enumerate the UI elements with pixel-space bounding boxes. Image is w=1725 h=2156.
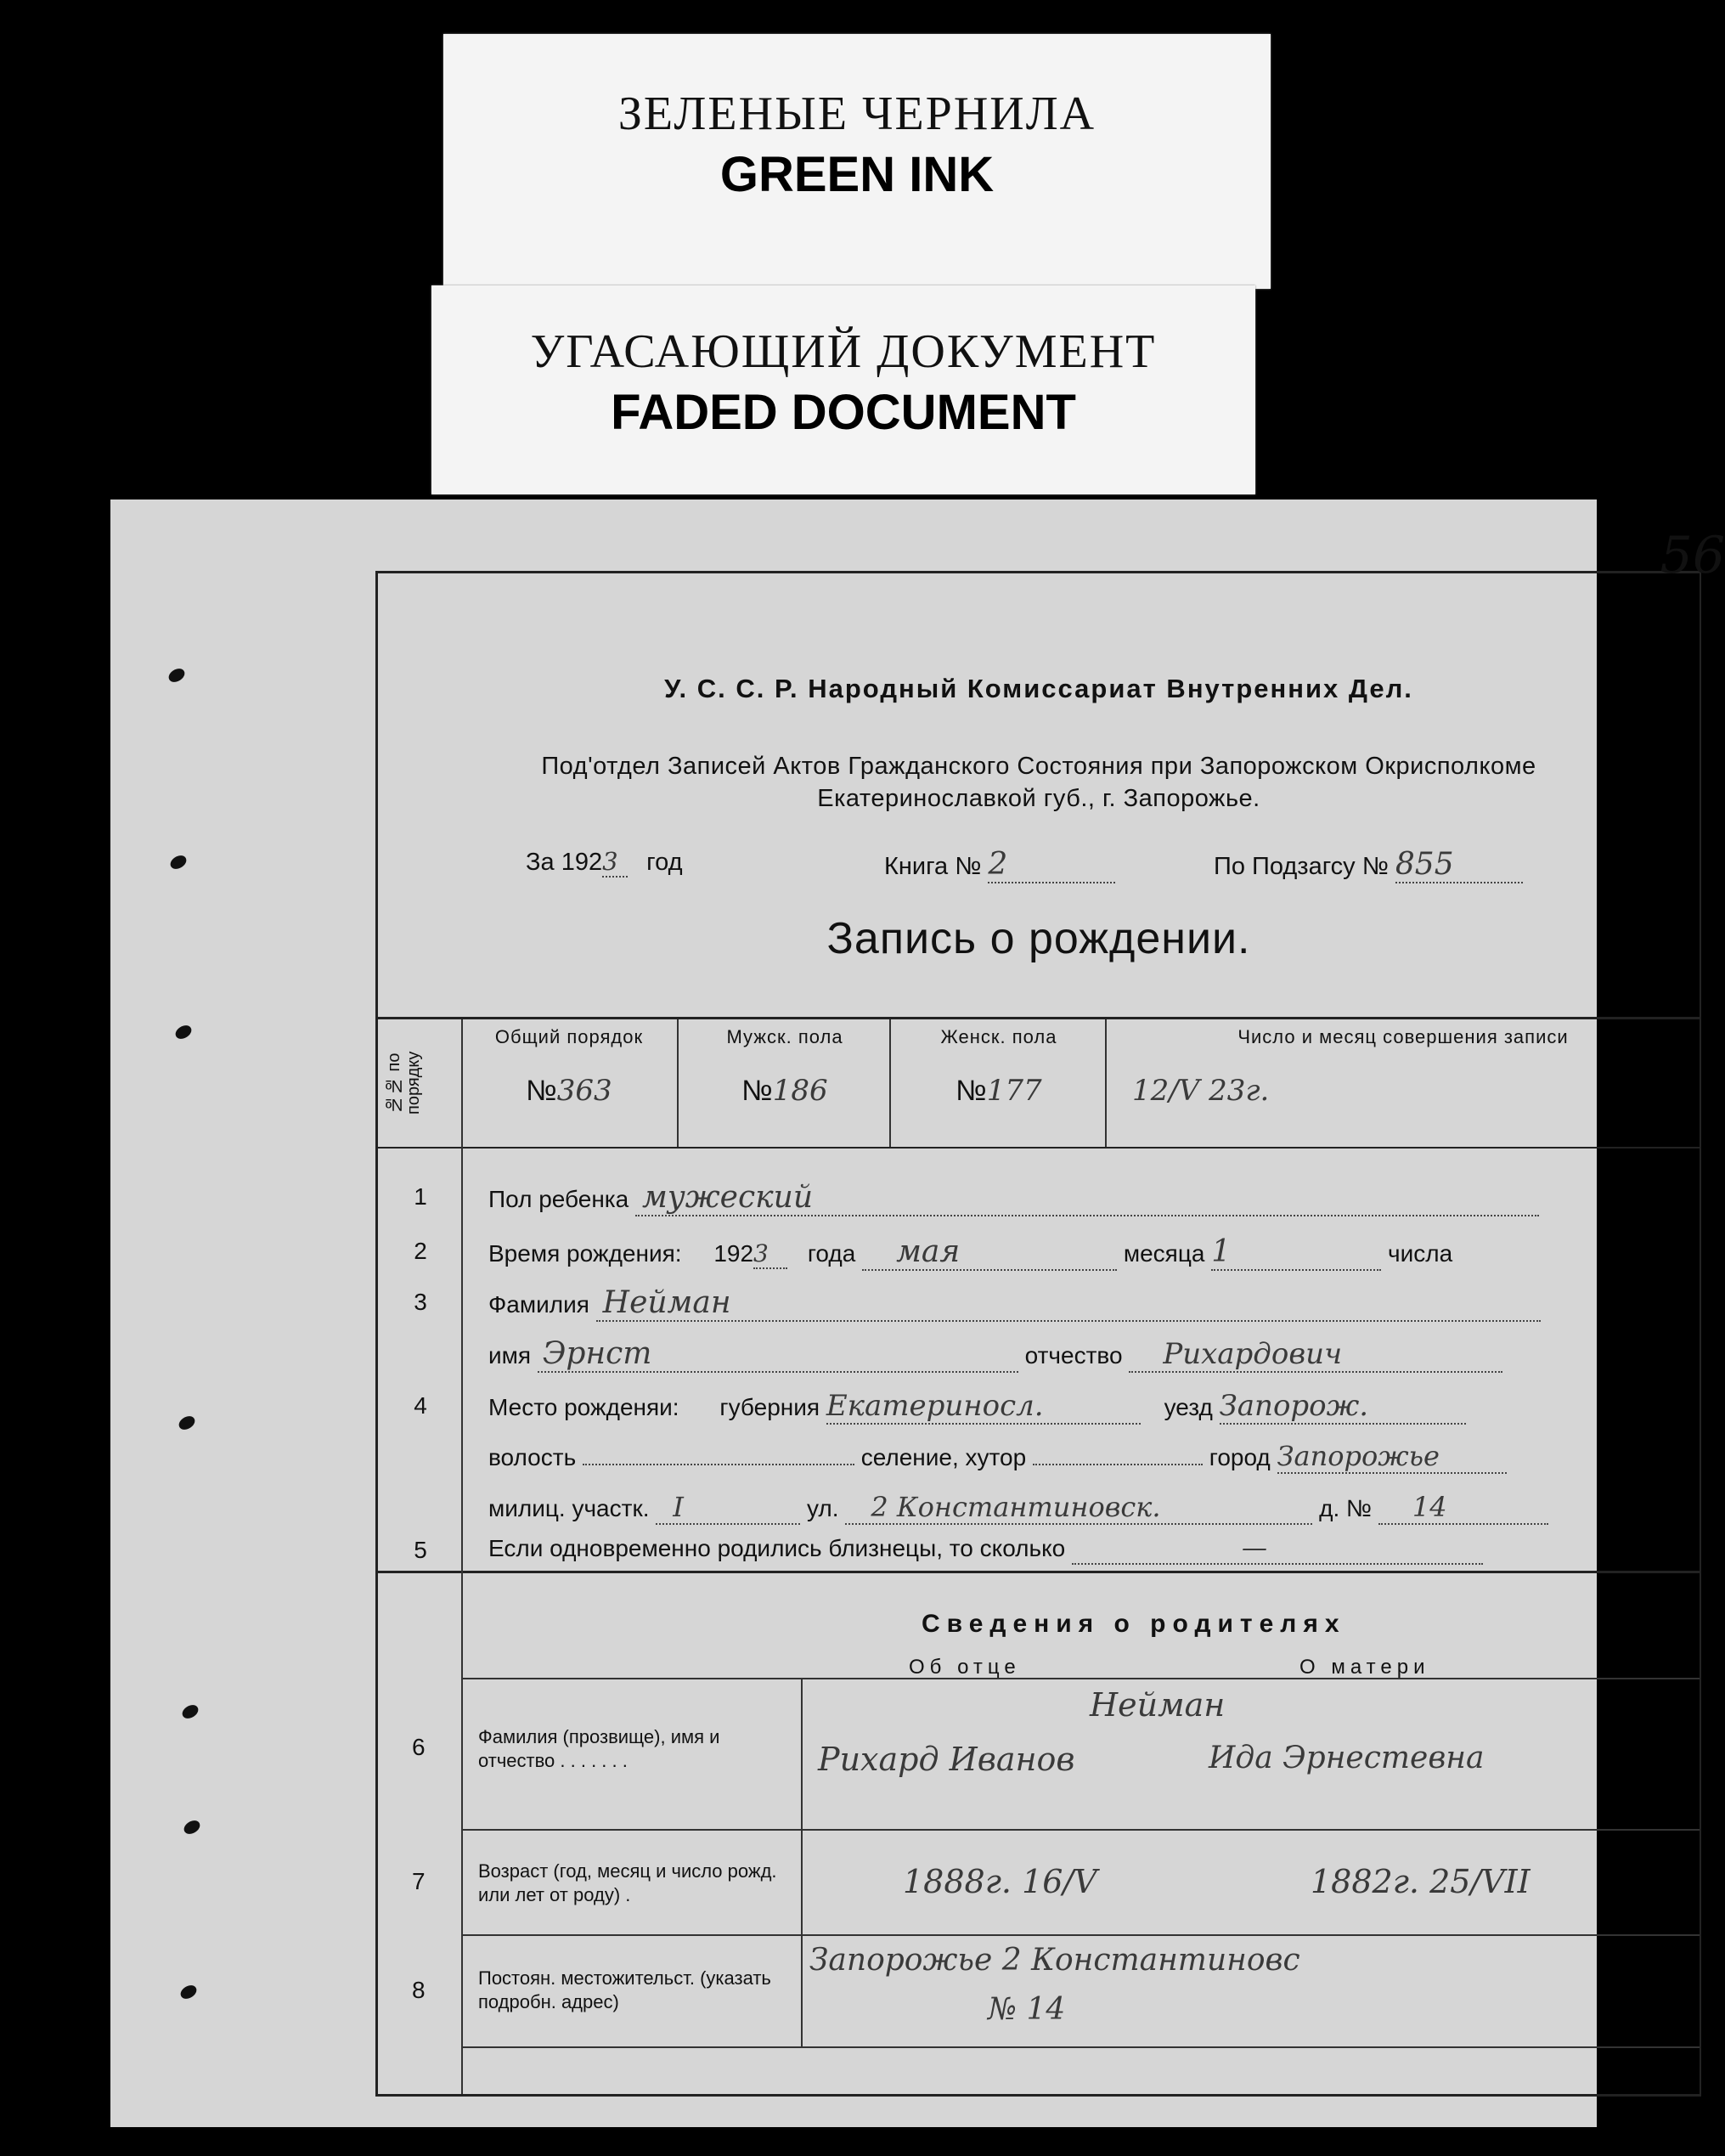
- patronymic-value: Рихардович: [1129, 1337, 1502, 1373]
- name-label: имя: [488, 1342, 532, 1369]
- address-value: Запорожье 2 Константиновс: [809, 1943, 1300, 1978]
- child-sex-row: [488, 1180, 1539, 1216]
- parents-name-label: Фамилия (прозвище), имя и отчество . . . . . . .: [478, 1726, 720, 1771]
- punch-hole: [166, 666, 187, 685]
- row-number: 5: [414, 1537, 427, 1563]
- uezd-value: Запорож.: [1220, 1389, 1466, 1425]
- green-ink-en: GREEN INK: [719, 147, 995, 202]
- punch-hole: [177, 1414, 197, 1432]
- green-ink-ru: ЗЕЛЕНЫЕ ЧЕРНИЛА: [617, 87, 1096, 140]
- female-count-value: №177: [956, 1074, 1042, 1108]
- house-value: 14: [1378, 1491, 1548, 1525]
- surname-row: [488, 1285, 1541, 1322]
- mother-header: О матери: [1299, 1656, 1430, 1679]
- subdept-field: [1214, 847, 1523, 883]
- male-count-value: №186: [741, 1074, 828, 1108]
- twins-label: Если одновременно родились близнецы, то сколько: [488, 1535, 1066, 1561]
- row-number-header: №№ по порядку: [385, 1051, 423, 1115]
- book-field: [884, 847, 1115, 883]
- address-house-value: № 14: [988, 1992, 1066, 2027]
- punch-hole: [180, 1702, 200, 1721]
- father-name-value: Рихард Иванов: [818, 1741, 1075, 1778]
- subdept-label: По Подзагсу №: [1214, 853, 1389, 880]
- general-order-label: Общий порядок: [494, 1026, 644, 1047]
- birth-time-label: Время рождения:: [488, 1240, 682, 1267]
- twins-row: [488, 1533, 1483, 1565]
- corner-page-number: 56: [1660, 526, 1725, 585]
- record-header-table: [378, 1017, 1700, 1149]
- row-number: 1: [414, 1183, 427, 1210]
- female-count-label: Женск. пола: [940, 1026, 1057, 1047]
- female-count-cell: [889, 1019, 1107, 1147]
- male-count-cell: [677, 1019, 891, 1147]
- row-number: 2: [414, 1238, 427, 1264]
- parents-title: Сведения о родителях: [922, 1610, 1346, 1638]
- gubernia-value: Екатериносл.: [826, 1389, 1141, 1425]
- row-number: 4: [414, 1392, 427, 1419]
- volost-value: [583, 1464, 854, 1465]
- record-title: Запись о рождении.: [826, 914, 1251, 963]
- parents-surname-value: Нейман: [1090, 1686, 1226, 1724]
- birth-time-row: Время рождения: 1923 года мая месяца 1 числа: [488, 1234, 1453, 1269]
- book-label: Книга №: [884, 853, 982, 880]
- patronymic-label: отчество: [1024, 1342, 1123, 1369]
- record-date-cell: [1105, 1019, 1700, 1147]
- birth-year-digit: 3: [753, 1239, 787, 1269]
- birthplace-row: Место рожденяи: губерния Екатериносл. уезд Запорож.: [488, 1389, 1466, 1425]
- header-department-line2: Екатеринославкой губ., г. Запорожье.: [817, 785, 1260, 812]
- male-count-label: Мужск. пола: [726, 1026, 843, 1047]
- street-value: 2 Константиновск.: [845, 1491, 1312, 1525]
- surname-value: Нейман: [596, 1285, 1541, 1322]
- milits-value: I: [656, 1491, 800, 1525]
- volost-row: волость селение, хутор город Запорожье: [488, 1440, 1507, 1474]
- birth-day-value: 1: [1211, 1234, 1381, 1271]
- birthplace-label: Место рожденяи:: [488, 1394, 679, 1420]
- surname-label: Фамилия: [488, 1291, 589, 1318]
- general-order-value: №363: [526, 1074, 612, 1108]
- gorod-value: Запорожье: [1277, 1440, 1507, 1474]
- mother-name-value: Ида Эрнестевна: [1209, 1741, 1485, 1775]
- father-age-value: 1888г. 16/V: [903, 1863, 1097, 1900]
- year-label: За 192: [526, 849, 603, 876]
- name-value: Эрнст: [538, 1336, 1018, 1373]
- birth-month-value: мая: [862, 1234, 1117, 1271]
- birth-record-sheet: [110, 499, 1725, 2127]
- book-value: 2: [988, 847, 1115, 883]
- year-suffix: год: [646, 849, 683, 876]
- faded-document-en: FADED DOCUMENT: [611, 385, 1076, 440]
- parents-address-label: Постоян. местожительст. (указать подробн. адрес): [478, 1967, 771, 2012]
- punch-hole: [178, 1983, 199, 2001]
- record-date-value: 12/V 23г.: [1132, 1074, 1270, 1108]
- row-number: 8: [412, 1977, 426, 2003]
- faded-document-ru: УГАСАЮЩИЙ ДОКУМЕНТ: [530, 325, 1157, 378]
- child-sex-value: мужеский: [635, 1180, 1539, 1216]
- child-info-rows: [378, 1144, 1700, 1573]
- name-row: [488, 1336, 1502, 1373]
- address-row: милиц. участк. I ул. 2 Константиновск. д. № 14: [488, 1491, 1548, 1525]
- parents-age-label: Возраст (год, месяц и число рожд. или лет от роду) .: [478, 1860, 777, 1905]
- header-ministry: У. С. С. Р. Народный Комиссариат Внутренних Дел.: [664, 674, 1413, 703]
- header-department-line1: Под'отдел Записей Актов Гражданского Состояния при Запорожском Окрисполкоме: [541, 753, 1536, 780]
- selenie-value: [1033, 1464, 1203, 1465]
- subdept-value: 855: [1395, 847, 1523, 883]
- row-number: 6: [412, 1734, 426, 1760]
- parents-address-row: [412, 1934, 1700, 2048]
- general-order-cell: [461, 1019, 677, 1147]
- father-header: Об отце: [909, 1656, 1021, 1679]
- record-date-label: Число и месяц совершения записи: [1237, 1026, 1569, 1047]
- punch-hole: [168, 853, 189, 872]
- child-sex-label: Пол ребенка: [488, 1186, 629, 1212]
- year-value: 3: [602, 847, 628, 878]
- record-frame: [375, 526, 1725, 2097]
- parents-age-row: [412, 1829, 1700, 1936]
- year-field: [526, 847, 683, 878]
- faded-document-card: [431, 285, 1255, 494]
- parents-section: [378, 1571, 1700, 2094]
- mother-age-value: 1882г. 25/VII: [1311, 1863, 1531, 1900]
- parents-name-row: [412, 1678, 1700, 1831]
- punch-hole: [173, 1023, 194, 1041]
- twins-value: —: [1072, 1533, 1483, 1565]
- row-number: 7: [412, 1868, 426, 1894]
- row-number: 3: [414, 1289, 427, 1315]
- header-department: [378, 750, 1700, 815]
- green-ink-card: [443, 34, 1271, 289]
- punch-hole: [182, 1818, 202, 1837]
